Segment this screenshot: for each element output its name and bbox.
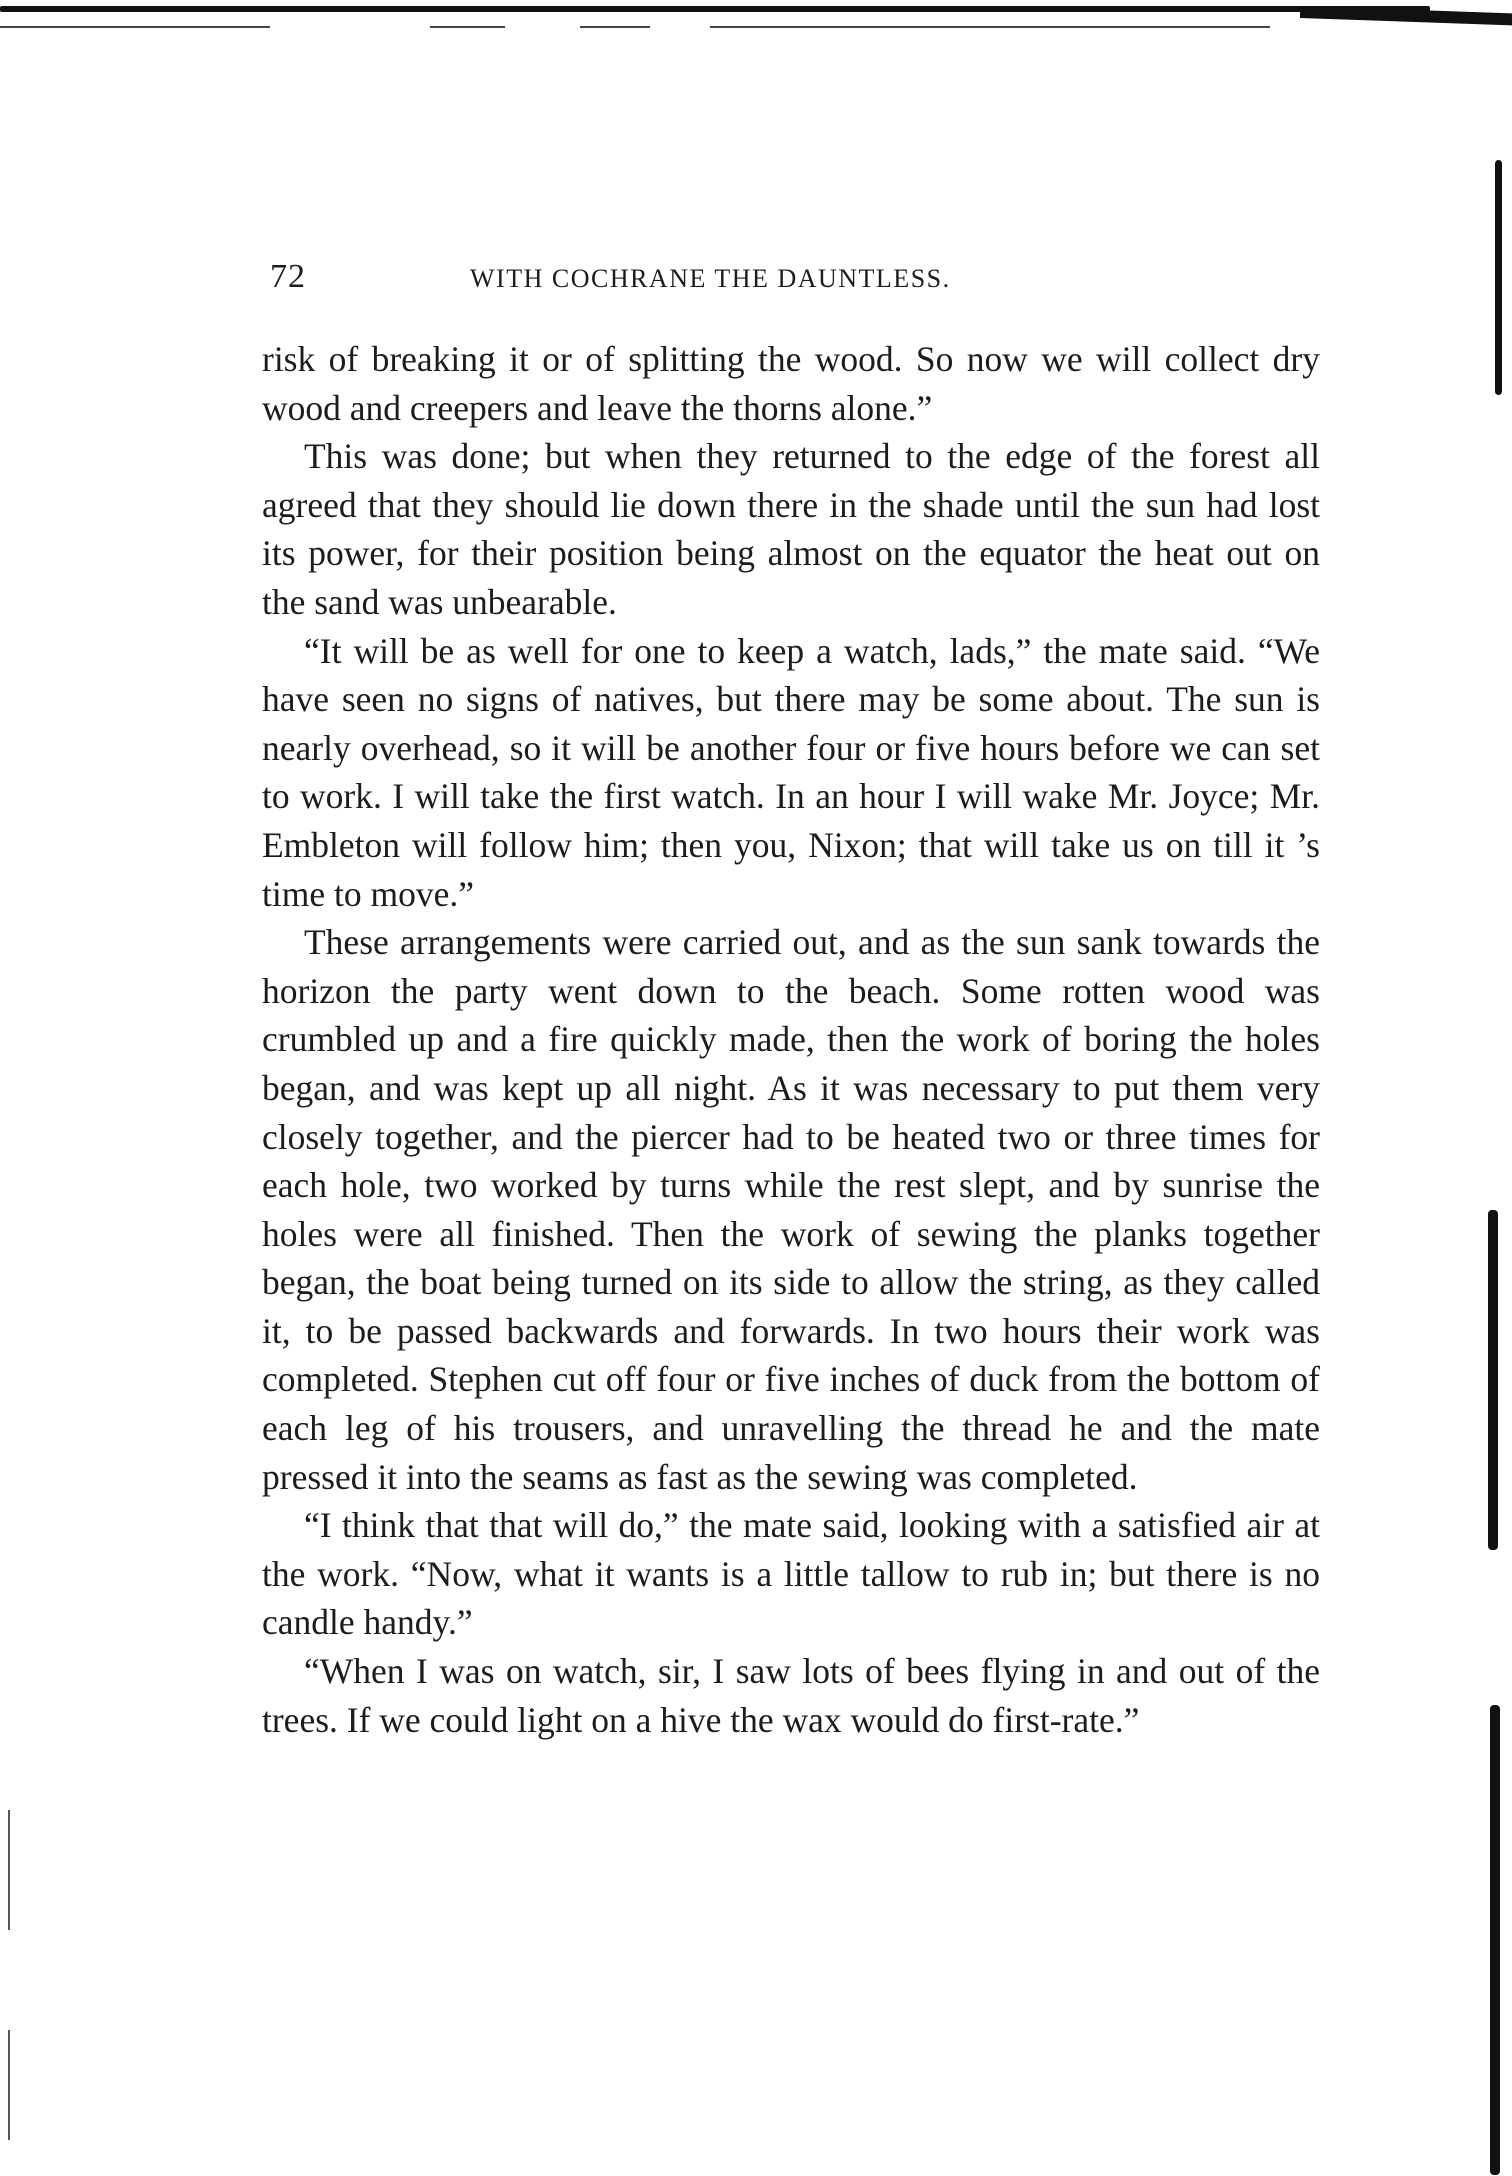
- paragraph-6: “When I was on watch, sir, I saw lots of bees flying in and out of the trees. If we could light on a hive the wax would do first-rate.”: [262, 1651, 1320, 1740]
- page-number: 72: [270, 258, 306, 295]
- paragraph-5: “I think that that will do,” the mate said, looking with a satisfied air at the work. “Now, what it wants is a little tallow to rub in; but there is no candle handy.”: [262, 1505, 1320, 1643]
- border-line-thin: [580, 26, 650, 28]
- scan-edge-mark: [1490, 1705, 1500, 2175]
- scan-edge-mark: [1488, 1210, 1498, 1550]
- scan-edge-mark: [8, 2030, 10, 2140]
- top-border-rule: [0, 6, 1512, 20]
- page-body: [262, 335, 1320, 1744]
- scan-edge-mark: [8, 1810, 10, 1930]
- border-line-thin: [430, 26, 505, 28]
- border-line-thin: [0, 26, 270, 28]
- paragraph-2: This was done; but when they returned to the edge of the forest all agreed that they should lie down there in the shade until the sun had lost its power, for their position being almost on the equator the heat out on the sand was unbearable.: [262, 436, 1320, 622]
- running-title: WITH COCHRANE THE DAUNTLESS.: [470, 264, 951, 293]
- border-line-thick: [0, 6, 1430, 12]
- border-line-thin: [710, 26, 1270, 28]
- border-line-edge: [1300, 6, 1512, 25]
- running-head: [270, 258, 1330, 308]
- paragraph-1: risk of breaking it or of splitting the wood. So now we will collect dry wood and creepers and leave the thorns alone.”: [262, 339, 1320, 428]
- scan-edge-mark: [1495, 160, 1502, 395]
- paragraph-3: “It will be as well for one to keep a watch, lads,” the mate said. “We have seen no signs of natives, but there may be some about. The sun is nearly overhead, so it will be another four or five hours before we can set to work. I will take the first watch. In an hour I will wake Mr. Joyce; Mr. Embleton will follow him; then you, Nixon; that will take us on till it ’s time to move.”: [262, 630, 1320, 914]
- paragraph-4: These arrangements were carried out, and as the sun sank towards the horizon the party went down to the beach. Some rotten wood was crumbled up and a fire quickly made, then the work of boring the holes began, and was kept up all night. As it was necessary to put them very closely together, and the piercer had to be heated two or three times for each hole, two worked by turns while the rest slept, and by sunrise the holes were all finished. Then the work of sewing the planks together began, the boat being turned on its side to allow the string, as they called it, to be passed backwards and forwards. In two hours their work was completed. Stephen cut off four or five inches of duck from the bottom of each leg of his trousers, and unravelling the thread he and the mate pressed it into the seams as fast as the sewing was completed.: [262, 922, 1320, 1497]
